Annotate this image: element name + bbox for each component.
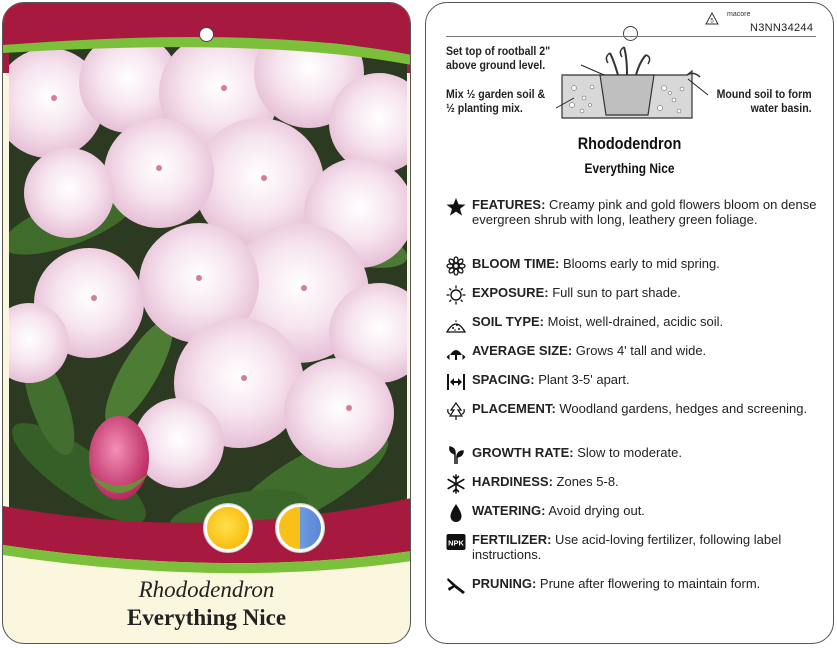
pruners-icon [446, 576, 466, 596]
part-shade-icon [276, 504, 324, 552]
svg-text:5: 5 [710, 18, 714, 25]
growth-rate-icon [446, 445, 466, 465]
spacing-icon [446, 372, 466, 392]
back-genus-name: Rhododendron [577, 134, 682, 153]
macore-logo: macore [727, 11, 751, 18]
front-cultivar-name: Everything Nice [126, 605, 287, 630]
back-cultivar-name: Everything Nice [584, 160, 675, 176]
rootball-instruction: Set top of rootball 2" above ground level. [446, 44, 551, 72]
mix-instruction: Mix ½ garden soil & ½ planting mix. [446, 87, 546, 115]
diagram-leader-lines [426, 3, 835, 143]
placement-icon [446, 401, 466, 421]
average-size-icon [446, 343, 466, 363]
svg-text:NPK: NPK [448, 538, 464, 548]
front-genus-name: Rhododendron [138, 577, 275, 602]
front-tag [2, 2, 411, 644]
water-drop-icon [446, 503, 466, 523]
soil-icon [446, 314, 466, 334]
star-icon [446, 197, 466, 217]
mound-instruction: Mound soil to form water basin. [716, 87, 812, 115]
decorative-bands [3, 3, 411, 644]
flower-icon [446, 256, 466, 276]
back-tag: 5 macore N3NN34244 Set top of rootball 2" above ground level. Mix ½ garden soil & ½ planting mix. Mound soil to form water basin. Rhododendron Everything Nice FEATURES: Creamy pink and gold flowers bloom on dense evergreen shrub with long, leathery green foliage. BLOOM TIME: Blooms early to mid spring. EXPOSURE: Full sun to part shade. SOIL TYPE: Moist, well-drained, acidic soil. AVERAGE SIZE: Grows 4' tall and wide. SPACING: Plant 3-5' apart. PLACEMENT: Woodland gardens, hedges and screening. GROWTH RATE: Slow to moderate. HARDINESS: Zones 5-8. WATERING: Avoid drying out. NPK FERTILIZER: Use acid-loving fertilizer, following label instructions. PRUNING: Prune after flowering to maintain form. [425, 2, 834, 644]
sun-icon [446, 285, 466, 305]
sku-code: N3NN34244 [750, 22, 814, 34]
hang-hole [199, 27, 214, 42]
full-sun-icon [204, 504, 252, 552]
snowflake-icon [446, 474, 466, 494]
npk-icon [446, 532, 466, 552]
